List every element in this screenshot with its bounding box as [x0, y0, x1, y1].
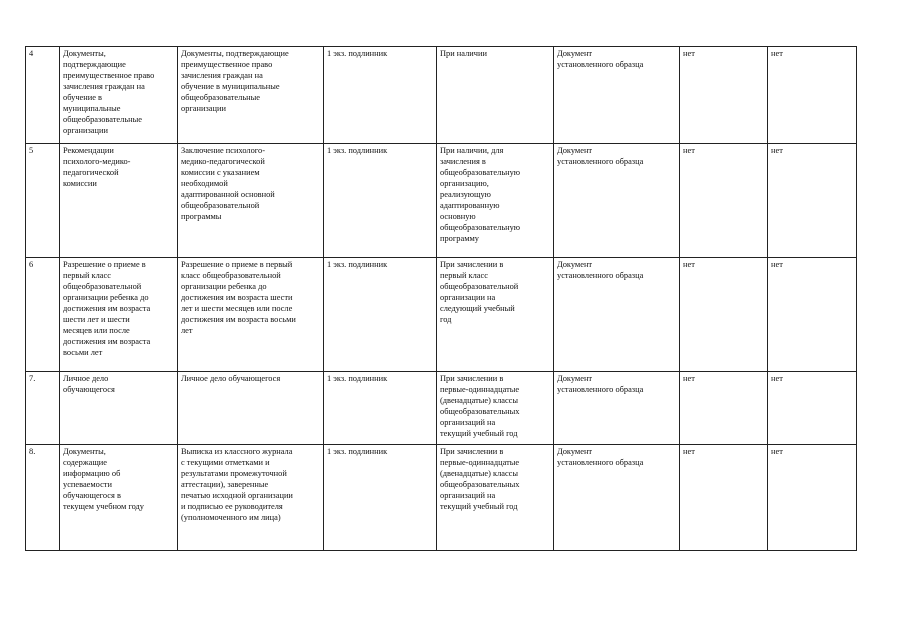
submission-condition: При зачислении в первый класс общеобразовательной организации на следующий учебный год	[437, 258, 554, 372]
form-sample-cell: нет	[680, 144, 768, 258]
document-requirements: Документ установленного образца	[554, 445, 680, 551]
filling-sample-cell: нет	[768, 258, 857, 372]
row-number: 4	[26, 47, 60, 144]
row-number: 7.	[26, 372, 60, 445]
document-basis: Выписка из классного журнала с текущими отметками и результатами промежуточной аттестации), заверенные печатью исходной организации и подписью ее руководителя (уполномоченного им лица)	[178, 445, 324, 551]
copies-count: 1 экз. подлинник	[324, 258, 437, 372]
document-basis: Заключение психолого- медико-педагогической комиссии с указанием необходимой адаптированной основной общеобразовательной программы	[178, 144, 324, 258]
table-row	[26, 144, 857, 258]
table-row	[26, 372, 857, 445]
submission-condition: При наличии	[437, 47, 554, 144]
table-row	[26, 258, 857, 372]
submission-condition: При наличии, для зачисления в общеобразовательную организацию, реализующую адаптированную основную общеобразовательную программу	[437, 144, 554, 258]
document-name: Документы, подтверждающие преимущественное право зачисления граждан на обучение в муниципальные общеобразовательные организации	[60, 47, 178, 144]
document-name: Разрешение о приеме в первый класс общеобразовательной организации ребенка до достижения им возраста шести лет и шести месяцев или после достижения им возраста восьми лет	[60, 258, 178, 372]
filling-sample-cell: нет	[768, 144, 857, 258]
copies-count: 1 экз. подлинник	[324, 445, 437, 551]
filling-sample-cell: нет	[768, 445, 857, 551]
form-sample-cell: нет	[680, 47, 768, 144]
document-basis: Разрешение о приеме в первый класс общеобразовательной организации ребенка до достижения им возраста шести лет и шести месяцев или после достижения им возраста восьми лет	[178, 258, 324, 372]
copies-count: 1 экз. подлинник	[324, 47, 437, 144]
form-sample-cell: нет	[680, 445, 768, 551]
document-name: Личное дело обучающегося	[60, 372, 178, 445]
document-basis: Документы, подтверждающие преимущественное право зачисления граждан на обучение в муниципальные общеобразовательные организации	[178, 47, 324, 144]
row-number: 6	[26, 258, 60, 372]
form-sample-cell: нет	[680, 372, 768, 445]
filling-sample-cell: нет	[768, 47, 857, 144]
document-requirements: Документ установленного образца	[554, 372, 680, 445]
document-requirements: Документ установленного образца	[554, 47, 680, 144]
form-sample-cell: нет	[680, 258, 768, 372]
row-number: 8.	[26, 445, 60, 551]
filling-sample-cell: нет	[768, 372, 857, 445]
documents-table	[25, 46, 857, 551]
document-name: Рекомендации психолого-медико- педагогической комиссии	[60, 144, 178, 258]
row-number: 5	[26, 144, 60, 258]
table-row	[26, 445, 857, 551]
document-requirements: Документ установленного образца	[554, 258, 680, 372]
submission-condition: При зачислении в первые-одиннадцатые (двенадцатые) классы общеобразовательных организаций на текущий учебный год	[437, 445, 554, 551]
document-name: Документы, содержащие информацию об успеваемости обучающегося в текущем учебном году	[60, 445, 178, 551]
copies-count: 1 экз. подлинник	[324, 372, 437, 445]
document-basis: Личное дело обучающегося	[178, 372, 324, 445]
table-row	[26, 47, 857, 144]
submission-condition: При зачислении в первые-одиннадцатые (двенадцатые) классы общеобразовательных организаций на текущий учебный год	[437, 372, 554, 445]
document-requirements: Документ установленного образца	[554, 144, 680, 258]
copies-count: 1 экз. подлинник	[324, 144, 437, 258]
